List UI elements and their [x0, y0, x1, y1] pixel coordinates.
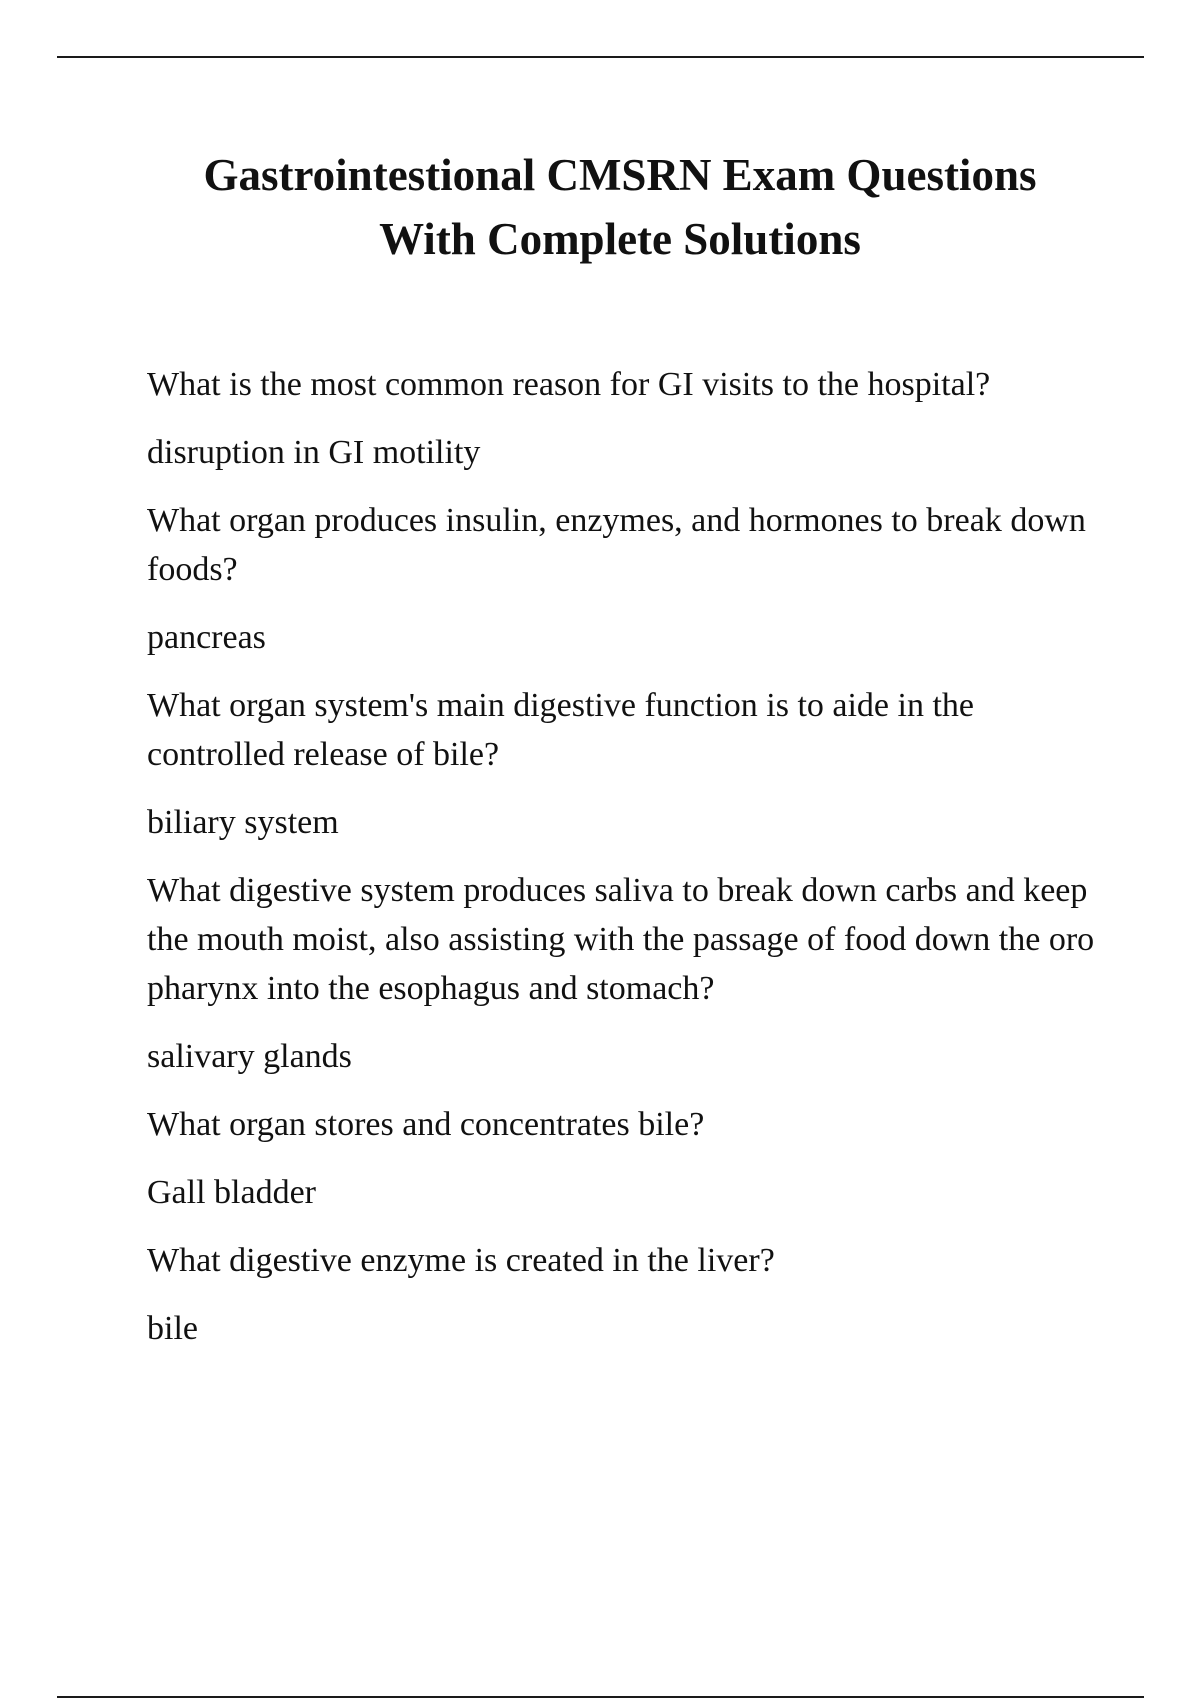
answer-4: salivary glands: [147, 1038, 352, 1075]
answer-6: bile: [147, 1310, 198, 1347]
question-4: What digestive system produces saliva to break down carbs and keep the mouth moist, also assisting with the passage of food down the oro pharynx into the esophagus and stomach?: [147, 872, 1095, 1007]
top-rule: [57, 56, 1144, 58]
question-2: What organ produces insulin, enzymes, and hormones to break down foods?: [147, 502, 1086, 588]
qa-list: [147, 360, 1097, 1372]
title-line-2: With Complete Solutions: [379, 214, 861, 264]
page-title: [100, 143, 1140, 271]
answer-5: Gall bladder: [147, 1174, 316, 1211]
question-5: What organ stores and concentrates bile?: [147, 1106, 705, 1143]
answer-3: biliary system: [147, 804, 339, 841]
answer-1: disruption in GI motility: [147, 434, 481, 471]
title-line-1: Gastrointestional CMSRN Exam Questions: [203, 150, 1037, 200]
question-1: What is the most common reason for GI visits to the hospital?: [147, 366, 991, 403]
bottom-rule: [57, 1696, 1144, 1698]
question-3: What organ system's main digestive function is to aide in the controlled release of bile?: [147, 687, 975, 773]
question-6: What digestive enzyme is created in the liver?: [147, 1242, 775, 1279]
answer-2: pancreas: [147, 619, 266, 656]
